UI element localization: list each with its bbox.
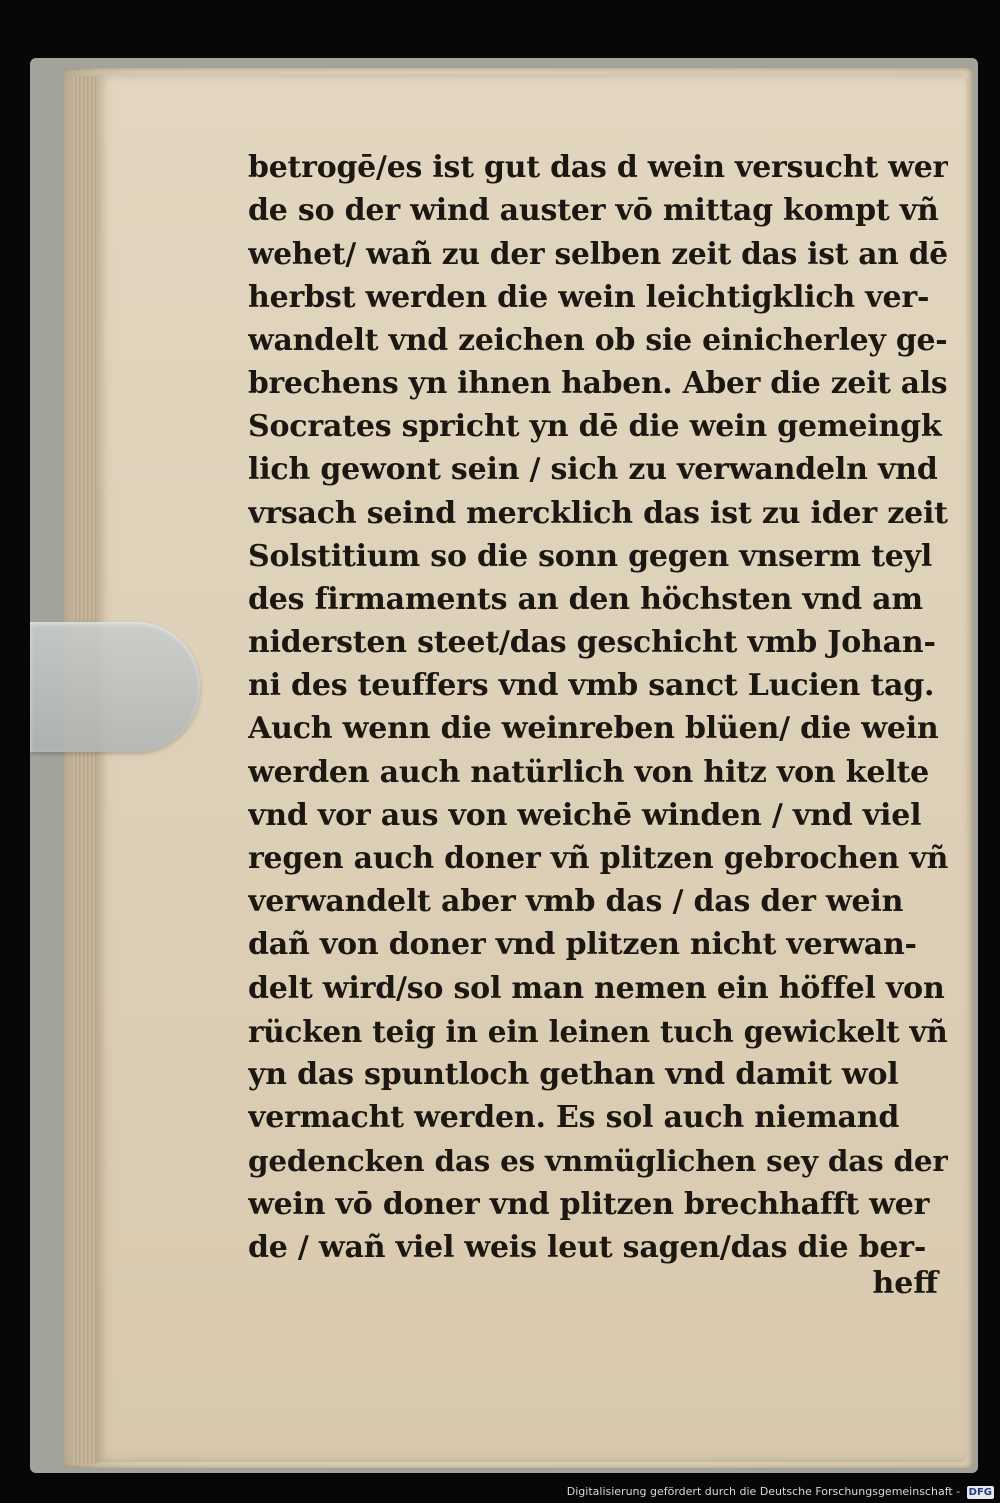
page-clip	[30, 622, 200, 752]
text-line: vnd vor aus von weichē winden / vnd viel	[248, 797, 922, 833]
text-line: lich gewont sein / sich zu verwandeln vnd	[248, 452, 938, 488]
page-edges	[72, 76, 98, 1464]
text-line: regen auch doner vñ plitzen gebrochen vñ	[248, 841, 948, 876]
text-line: de so der wind auster vō mittag kompt vñ	[248, 193, 939, 229]
text-line: wein vō doner vnd plitzen brechhafft wer	[248, 1186, 930, 1222]
text-line: herbst werden die wein leichtigklich ver-	[248, 279, 930, 315]
text-line: brechens yn ihnen haben. Aber die zeit als	[248, 365, 948, 401]
digitization-credit	[567, 1483, 994, 1501]
text-line: delt wird/so sol man nemen ein höffel von	[248, 970, 945, 1006]
text-line: betrogē/es ist gut das d wein versucht wer	[248, 150, 948, 185]
text-line: wehet/ wañ zu der selben zeit das ist an dē	[248, 236, 948, 272]
catchword: heff	[872, 1266, 938, 1301]
text-line: yn das spuntloch gethan vnd damit wol	[248, 1056, 899, 1092]
text-line: vermacht werden. Es sol auch niemand	[248, 1100, 900, 1136]
text-line: werden auch natürlich von hitz von kelte	[248, 754, 930, 790]
text-line: des firmaments an den höchsten vnd am	[248, 581, 923, 617]
text-line: nidersten steet/das geschicht vmb Johan-	[248, 625, 936, 661]
page-text	[248, 146, 948, 1269]
text-line: vrsach seind mercklich das ist zu ider zeit	[248, 495, 948, 531]
text-line: dañ von doner vnd plitzen nicht verwan-	[248, 927, 917, 963]
dfg-logo-badge: DFG	[968, 1486, 992, 1498]
text-line: rücken teig in ein leinen tuch gewickelt vñ	[248, 1013, 948, 1049]
text-line: Socrates spricht yn dē die wein gemeingk	[248, 409, 942, 445]
text-line: ni des teuffers vnd vmb sanct Lucien tag.	[248, 668, 935, 704]
text-line: Auch wenn die weinreben blüen/ die wein	[248, 711, 939, 747]
text-line: Solstitium so die sonn gegen vnserm teyl	[248, 538, 933, 574]
text-line: wandelt vnd zeichen ob sie einicherley ge-	[248, 322, 948, 358]
credit-text: Digitalisierung gefördert durch die Deutsche Forschungsgemeinschaft -	[566, 1485, 961, 1498]
text-line: verwandelt aber vmb das / das der wein	[248, 884, 904, 920]
text-line: gedencken das es vnmüglichen sey das der	[248, 1143, 948, 1179]
text-line: de / wañ viel weis leut sagen/das die ber-	[248, 1229, 927, 1265]
